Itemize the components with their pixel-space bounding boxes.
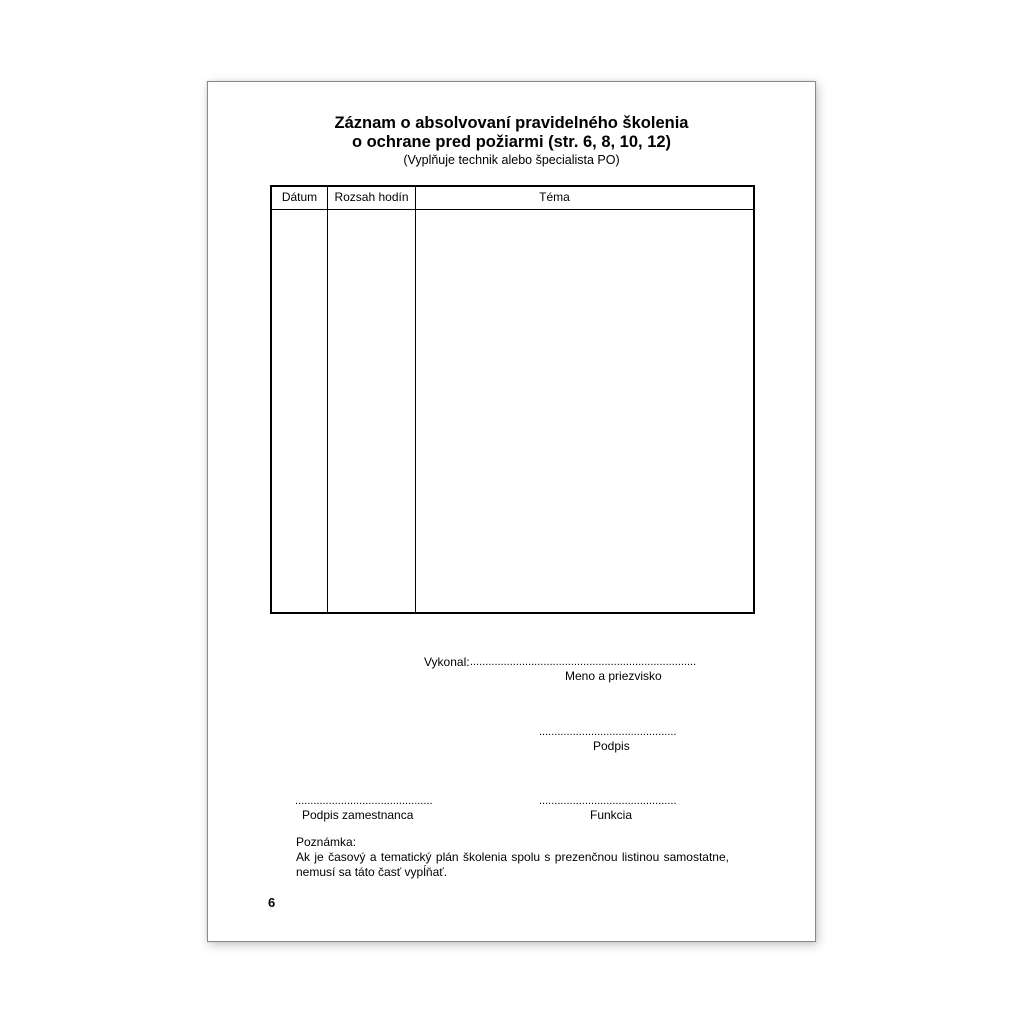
performed-by-label: Vykonal: — [424, 655, 470, 669]
document-title-line1: Záznam o absolvovaní pravidelného školenia — [334, 114, 689, 132]
note-text: Ak je časový a tematický plán školenia spolu s prezenčnou listinou samostatne, nemusí sa táto časť vypĺňať. — [296, 850, 729, 879]
document-subtitle: (Vyplňuje technik alebo špecialista PO) — [403, 153, 620, 167]
document-page — [207, 81, 816, 942]
column-header-hours: Rozsah hodín — [334, 190, 409, 204]
employee-signature-field[interactable]: ............................................. — [295, 795, 433, 807]
function-caption: Funkcia — [590, 808, 633, 822]
date-column-field[interactable] — [272, 210, 327, 612]
function-field[interactable]: ............................................. — [539, 795, 677, 807]
note-label: Poznámka: — [296, 835, 357, 849]
training-record-table — [270, 185, 755, 614]
column-header-date: Dátum — [281, 190, 318, 204]
page-number: 6 — [268, 895, 276, 910]
topic-column-field[interactable] — [416, 210, 753, 612]
signature-caption: Podpis — [593, 739, 630, 753]
name-caption: Meno a priezvisko — [565, 669, 662, 683]
signature-field[interactable]: ............................................. — [539, 726, 677, 738]
hours-column-field[interactable] — [328, 210, 415, 612]
document-title-line2: o ochrane pred požiarmi (str. 6, 8, 10, 12) — [351, 133, 672, 151]
performed-by-field[interactable]: .......................................................................... — [470, 656, 697, 668]
column-header-topic: Téma — [539, 190, 570, 204]
employee-signature-caption: Podpis zamestnanca — [302, 808, 414, 822]
